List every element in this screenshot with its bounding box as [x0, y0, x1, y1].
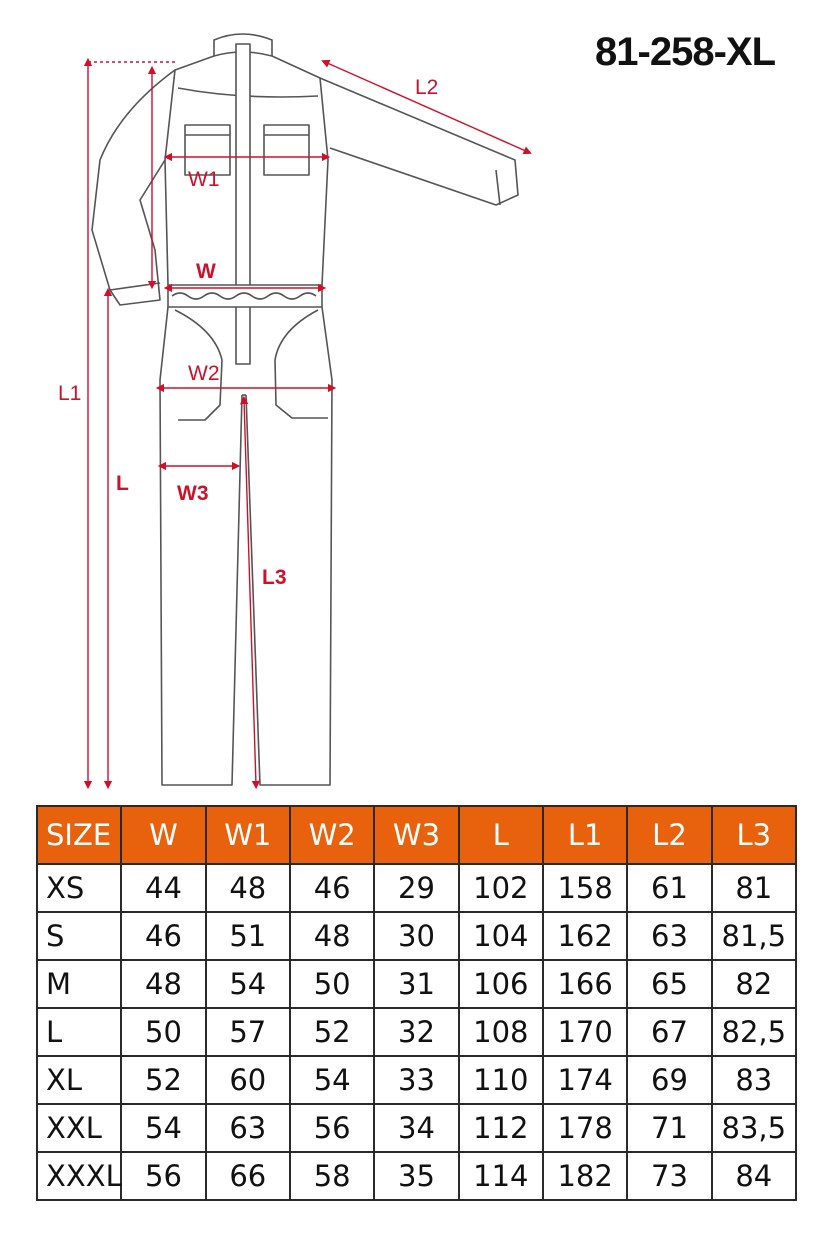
measurement-cell: 73 — [627, 1152, 711, 1200]
measurement-cell: 30 — [374, 912, 458, 960]
header-l2: L2 — [627, 806, 711, 864]
table-row — [37, 912, 796, 960]
size-cell: XS — [37, 864, 121, 912]
size-cell: XXL — [37, 1104, 121, 1152]
measurement-cell: 29 — [374, 864, 458, 912]
measurement-cell: 110 — [459, 1056, 543, 1104]
size-cell: L — [37, 1008, 121, 1056]
header-l1: L1 — [543, 806, 627, 864]
measurement-cell: 83,5 — [712, 1104, 796, 1152]
measurement-cell: 170 — [543, 1008, 627, 1056]
size-cell: XXXL — [37, 1152, 121, 1200]
size-table — [36, 805, 797, 1201]
measurement-cell: 54 — [206, 960, 290, 1008]
measurement-cell: 46 — [121, 912, 205, 960]
measurement-cell: 63 — [206, 1104, 290, 1152]
measurement-cell: 158 — [543, 864, 627, 912]
size-cell: XL — [37, 1056, 121, 1104]
measurement-cell: 50 — [290, 960, 374, 1008]
measurement-cell: 104 — [459, 912, 543, 960]
measurement-cell: 35 — [374, 1152, 458, 1200]
header-w2: W2 — [290, 806, 374, 864]
measurement-cell: 46 — [290, 864, 374, 912]
measurement-cell: 66 — [206, 1152, 290, 1200]
measurement-cell: 114 — [459, 1152, 543, 1200]
right-chest-pocket — [264, 125, 309, 175]
zipper — [236, 44, 250, 364]
measurement-cell: 67 — [627, 1008, 711, 1056]
measurement-cell: 82,5 — [712, 1008, 796, 1056]
table-row — [37, 1152, 796, 1200]
measurement-cell: 48 — [290, 912, 374, 960]
label-w3: W3 — [177, 482, 209, 505]
header-w: W — [121, 806, 205, 864]
label-l1: L1 — [58, 382, 82, 405]
measurement-cell: 50 — [121, 1008, 205, 1056]
measurement-cell: 54 — [290, 1056, 374, 1104]
measurement-cell: 61 — [627, 864, 711, 912]
table-row — [37, 960, 796, 1008]
header-l: L — [459, 806, 543, 864]
measurement-cell: 54 — [121, 1104, 205, 1152]
table-header-row — [37, 806, 796, 864]
header-size: SIZE — [37, 806, 121, 864]
coverall-outline — [92, 34, 518, 785]
table-row — [37, 1056, 796, 1104]
label-l3: L3 — [262, 566, 287, 589]
measurement-cell: 57 — [206, 1008, 290, 1056]
header-w3: W3 — [374, 806, 458, 864]
product-code: 81-258-XL — [595, 30, 775, 74]
measurement-cell: 52 — [290, 1008, 374, 1056]
size-cell: M — [37, 960, 121, 1008]
measurement-cell: 63 — [627, 912, 711, 960]
size-cell: S — [37, 912, 121, 960]
table-row — [37, 1104, 796, 1152]
measurement-cell: 48 — [121, 960, 205, 1008]
measurement-cell: 60 — [206, 1056, 290, 1104]
measurement-cell: 56 — [121, 1152, 205, 1200]
measurement-cell: 106 — [459, 960, 543, 1008]
header-w1: W1 — [206, 806, 290, 864]
measurement-cell: 48 — [206, 864, 290, 912]
dimension-lines — [88, 62, 528, 785]
measurement-cell: 71 — [627, 1104, 711, 1152]
label-w: W — [196, 260, 216, 283]
measurement-cell: 34 — [374, 1104, 458, 1152]
measurement-cell: 51 — [206, 912, 290, 960]
label-w1: W1 — [188, 168, 220, 191]
label-l2: L2 — [415, 76, 439, 99]
measurement-cell: 69 — [627, 1056, 711, 1104]
measurement-cell: 31 — [374, 960, 458, 1008]
measurement-cell: 112 — [459, 1104, 543, 1152]
measurement-cell: 44 — [121, 864, 205, 912]
measurement-cell: 108 — [459, 1008, 543, 1056]
measurement-cell: 56 — [290, 1104, 374, 1152]
measurement-cell: 84 — [712, 1152, 796, 1200]
measurement-cell: 166 — [543, 960, 627, 1008]
measurement-cell: 33 — [374, 1056, 458, 1104]
measurement-cell: 58 — [290, 1152, 374, 1200]
table-row — [37, 864, 796, 912]
table-row — [37, 1008, 796, 1056]
measurement-cell: 52 — [121, 1056, 205, 1104]
measurement-cell: 174 — [543, 1056, 627, 1104]
header-l3: L3 — [712, 806, 796, 864]
measurement-cell: 32 — [374, 1008, 458, 1056]
measurement-cell: 182 — [543, 1152, 627, 1200]
measurement-cell: 162 — [543, 912, 627, 960]
measurement-cell: 102 — [459, 864, 543, 912]
measurement-cell: 81 — [712, 864, 796, 912]
measurement-cell: 65 — [627, 960, 711, 1008]
label-l: L — [116, 472, 129, 495]
measurement-cell: 81,5 — [712, 912, 796, 960]
measurement-cell: 82 — [712, 960, 796, 1008]
measurement-cell: 83 — [712, 1056, 796, 1104]
label-w2: W2 — [188, 362, 220, 385]
measurement-cell: 178 — [543, 1104, 627, 1152]
